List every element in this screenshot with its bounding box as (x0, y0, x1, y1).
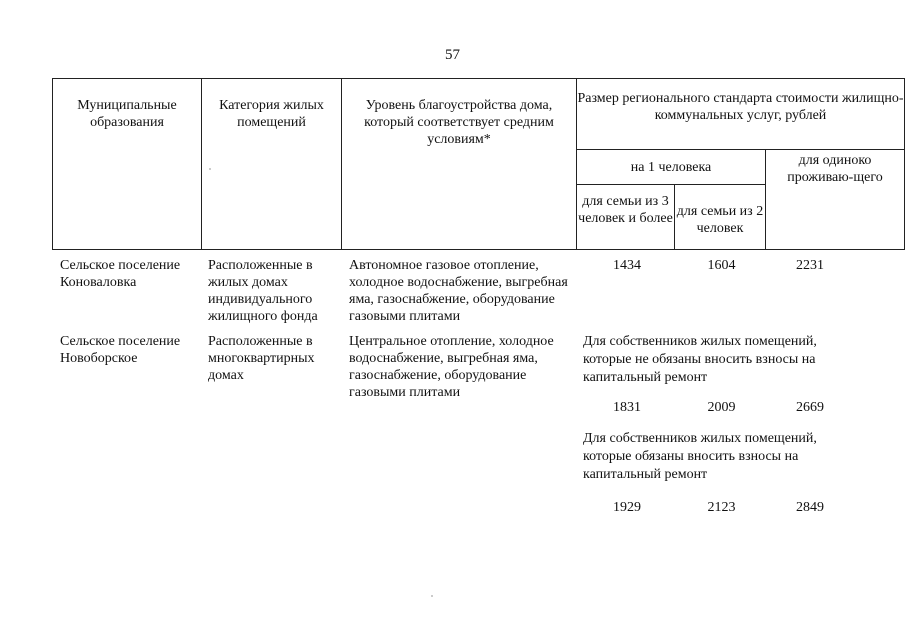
row2-a-family3-value: 1831 (613, 400, 641, 415)
header-municipality: Муниципальные образования (53, 79, 202, 250)
row1-family2-value: 1604 (707, 258, 736, 273)
row1-municipality: Сельское поселение Коноваловка (60, 258, 181, 290)
header-family3: для семьи из 3 человек и более (577, 185, 675, 250)
scan-speck (209, 168, 211, 170)
row1-category: Расположенные в жилых домах индивидуального жилищного фонда (208, 258, 318, 324)
row2-note-no-capital-repair: Для собственников жилых помещений, которые не обязаны вносить взносы на капитальный ремонт (583, 334, 817, 385)
row2-municipality: Сельское поселение Новоборское (60, 334, 181, 366)
header-standard-size: Размер регионального стандарта стоимости жилищно-коммунальных услуг, рублей (577, 79, 905, 150)
row2-a-family2-value: 2009 (707, 400, 736, 415)
scan-speck (431, 595, 433, 597)
header-single: для одиноко проживаю-щего (766, 150, 905, 250)
table-header (52, 78, 905, 250)
row2-b-family2-value: 2123 (707, 500, 736, 515)
header-category: Категория жилых помещений (202, 79, 342, 250)
header-per-person: на 1 человека (577, 150, 766, 185)
row1-single-value: 2231 (796, 258, 824, 273)
row2-b-single-value: 2849 (796, 500, 824, 515)
row2-a-single-value: 2669 (796, 400, 824, 415)
header-family2: для семьи из 2 человек (675, 185, 766, 250)
row2-category: Расположенные в многоквартирных домах (208, 334, 315, 383)
header-level: Уровень благоустройства дома, который соответствует средним условиям* (342, 79, 577, 250)
row1-family3-value: 1434 (613, 258, 641, 273)
row2-b-family3-value: 1929 (613, 500, 641, 515)
page-number: 57 (445, 47, 460, 63)
row1-level: Автономное газовое отопление, холодное водоснабжение, выгребная яма, газоснабжение, оборудование газовыми плитами (349, 258, 568, 324)
row2-note-capital-repair: Для собственников жилых помещений, которые обязаны вносить взносы на капитальный ремонт (583, 431, 817, 482)
row2-level: Центральное отопление, холодное водоснабжение, выгребная яма, газоснабжение, оборудование газовыми плитами (349, 334, 554, 400)
